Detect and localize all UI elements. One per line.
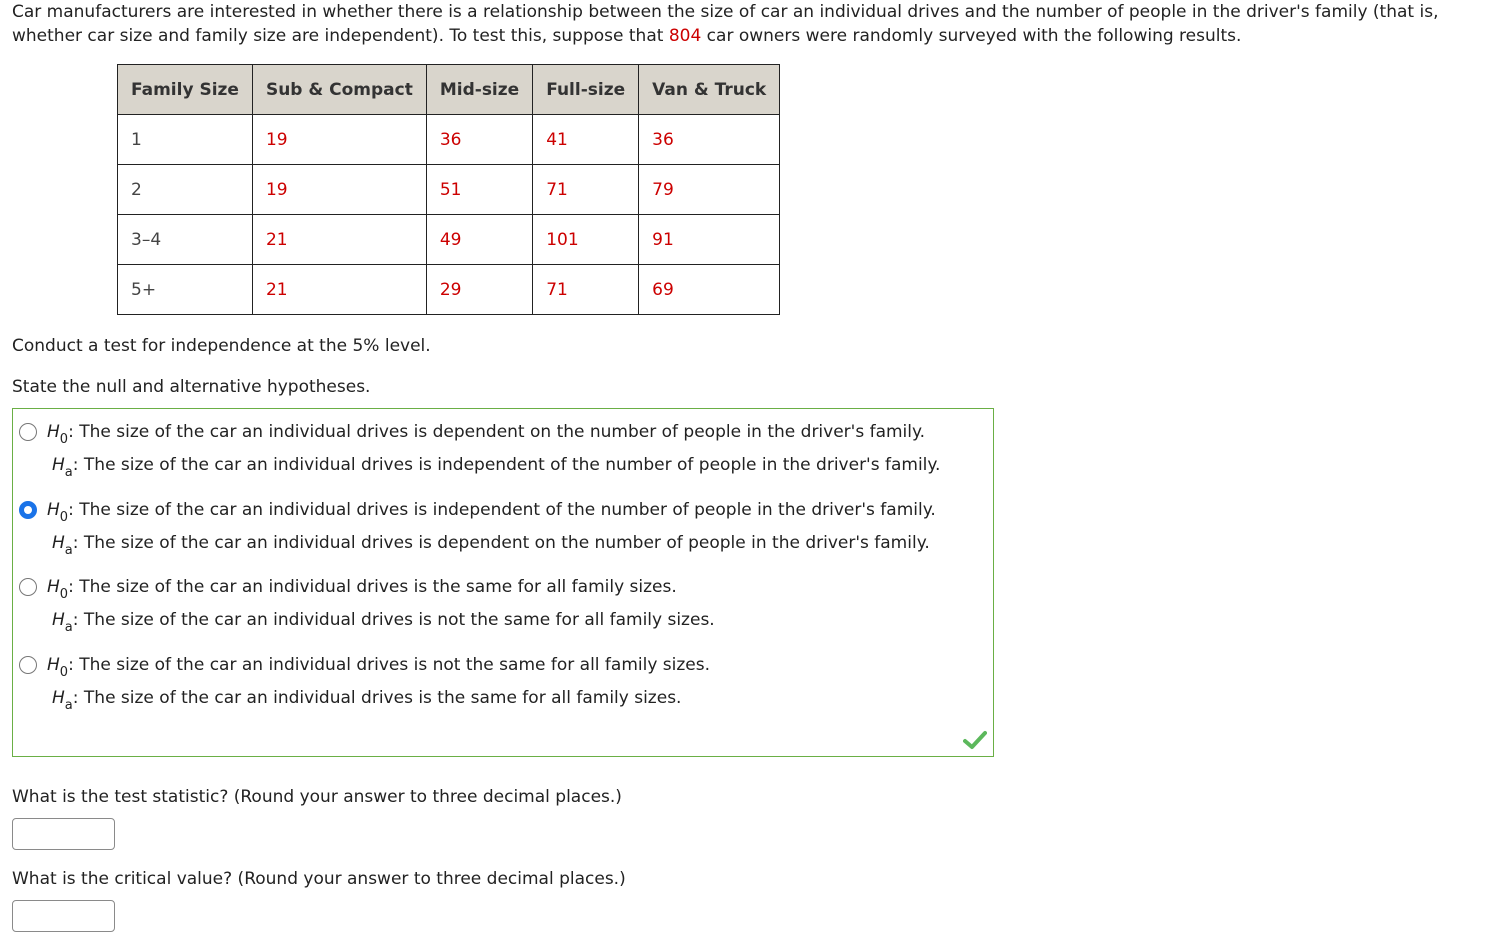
cell-value: 36 bbox=[426, 115, 532, 165]
h-symbol: H bbox=[47, 500, 60, 520]
level-instruction: Conduct a test for independence at the 5% level. bbox=[12, 336, 431, 356]
header-full-size: Full-size bbox=[533, 65, 639, 115]
row-label: 2 bbox=[118, 165, 253, 215]
null-subscript: 0 bbox=[59, 432, 69, 447]
null-subscript: 0 bbox=[59, 587, 69, 602]
checkmark-icon bbox=[963, 730, 987, 750]
radio-button-selected[interactable] bbox=[19, 501, 37, 519]
cell-value: 101 bbox=[533, 215, 639, 265]
cell-value: 19 bbox=[252, 165, 426, 215]
cell-value: 71 bbox=[533, 265, 639, 315]
row-label: 5+ bbox=[118, 265, 253, 315]
critical-value-prompt: What is the critical value? (Round your answer to three decimal places.) bbox=[12, 869, 626, 889]
null-hypothesis-text: The size of the car an individual drives is not the same for all family sizes. bbox=[79, 655, 711, 675]
null-hypothesis bbox=[47, 421, 925, 445]
table-row bbox=[118, 165, 780, 215]
null-hypothesis-text: The size of the car an individual drives is the same for all family sizes. bbox=[79, 577, 677, 597]
radio-button[interactable] bbox=[19, 656, 37, 674]
alt-subscript: a bbox=[64, 543, 73, 558]
table-row bbox=[118, 115, 780, 165]
null-hypothesis bbox=[47, 654, 710, 678]
separator: : bbox=[72, 688, 79, 708]
header-family-size: Family Size bbox=[118, 65, 253, 115]
alt-hypothesis-text: The size of the car an individual drives is not the same for all family sizes. bbox=[83, 610, 715, 630]
radio-button[interactable] bbox=[19, 578, 37, 596]
separator: : bbox=[72, 610, 79, 630]
separator: : bbox=[72, 533, 79, 553]
table-header-row bbox=[118, 65, 780, 115]
separator: : bbox=[68, 422, 74, 442]
cell-value: 19 bbox=[252, 115, 426, 165]
header-sub-compact: Sub & Compact bbox=[252, 65, 426, 115]
alt-hypothesis bbox=[52, 532, 930, 556]
null-subscript: 0 bbox=[59, 665, 69, 680]
alt-subscript: a bbox=[64, 465, 73, 480]
h-symbol: H bbox=[47, 655, 60, 675]
sample-size: 804 bbox=[668, 26, 702, 46]
h-symbol: H bbox=[47, 577, 60, 597]
alt-hypothesis-text: The size of the car an individual drives is the same for all family sizes. bbox=[83, 688, 682, 708]
cell-value: 49 bbox=[426, 215, 532, 265]
header-mid-size: Mid-size bbox=[426, 65, 532, 115]
alt-hypothesis-text: The size of the car an individual drives is dependent on the number of people in the driver's family. bbox=[83, 533, 930, 553]
table-row bbox=[118, 215, 780, 265]
cell-value: 36 bbox=[639, 115, 780, 165]
alt-subscript: a bbox=[64, 698, 73, 713]
cell-value: 69 bbox=[639, 265, 780, 315]
test-statistic-prompt: What is the test statistic? (Round your answer to three decimal places.) bbox=[12, 787, 622, 807]
header-van-truck: Van & Truck bbox=[639, 65, 780, 115]
h-symbol: H bbox=[52, 455, 65, 475]
intro-text-before: Car manufacturers are interested in whether there is a relationship between the size of car an individual drives and the number of people in the driver's family (that is, whether car size and family size are independent). To test this, suppose that bbox=[12, 2, 1439, 46]
row-label: 3–4 bbox=[118, 215, 253, 265]
alt-subscript: a bbox=[64, 620, 73, 635]
frequency-table bbox=[117, 64, 780, 315]
h-symbol: H bbox=[52, 688, 65, 708]
null-hypothesis-text: The size of the car an individual drives is dependent on the number of people in the driver's family. bbox=[79, 422, 926, 442]
cell-value: 79 bbox=[639, 165, 780, 215]
alt-hypothesis bbox=[52, 454, 940, 478]
cell-value: 71 bbox=[533, 165, 639, 215]
separator: : bbox=[72, 455, 79, 475]
problem-intro bbox=[12, 0, 1502, 48]
row-label: 1 bbox=[118, 115, 253, 165]
radio-button[interactable] bbox=[19, 423, 37, 441]
alt-hypothesis bbox=[52, 609, 715, 633]
separator: : bbox=[68, 500, 74, 520]
cell-value: 91 bbox=[639, 215, 780, 265]
alt-hypothesis bbox=[52, 687, 681, 711]
separator: : bbox=[68, 577, 74, 597]
null-hypothesis-text: The size of the car an individual drives is independent of the number of people in the driver's family. bbox=[79, 500, 936, 520]
null-hypothesis bbox=[47, 499, 936, 523]
hypotheses-prompt: State the null and alternative hypotheses. bbox=[12, 377, 371, 397]
h-symbol: H bbox=[52, 610, 65, 630]
alt-hypothesis-text: The size of the car an individual drives is independent of the number of people in the driver's family. bbox=[83, 455, 941, 475]
null-subscript: 0 bbox=[59, 510, 69, 525]
cell-value: 51 bbox=[426, 165, 532, 215]
cell-value: 21 bbox=[252, 215, 426, 265]
h-symbol: H bbox=[47, 422, 60, 442]
cell-value: 41 bbox=[533, 115, 639, 165]
cell-value: 29 bbox=[426, 265, 532, 315]
null-hypothesis bbox=[47, 576, 677, 600]
intro-text-after: car owners were randomly surveyed with the following results. bbox=[701, 26, 1242, 46]
hypotheses-choice-group bbox=[12, 408, 994, 757]
h-symbol: H bbox=[52, 533, 65, 553]
cell-value: 21 bbox=[252, 265, 426, 315]
critical-value-input[interactable] bbox=[12, 900, 115, 932]
test-statistic-input[interactable] bbox=[12, 818, 115, 850]
table-row bbox=[118, 265, 780, 315]
separator: : bbox=[68, 655, 74, 675]
